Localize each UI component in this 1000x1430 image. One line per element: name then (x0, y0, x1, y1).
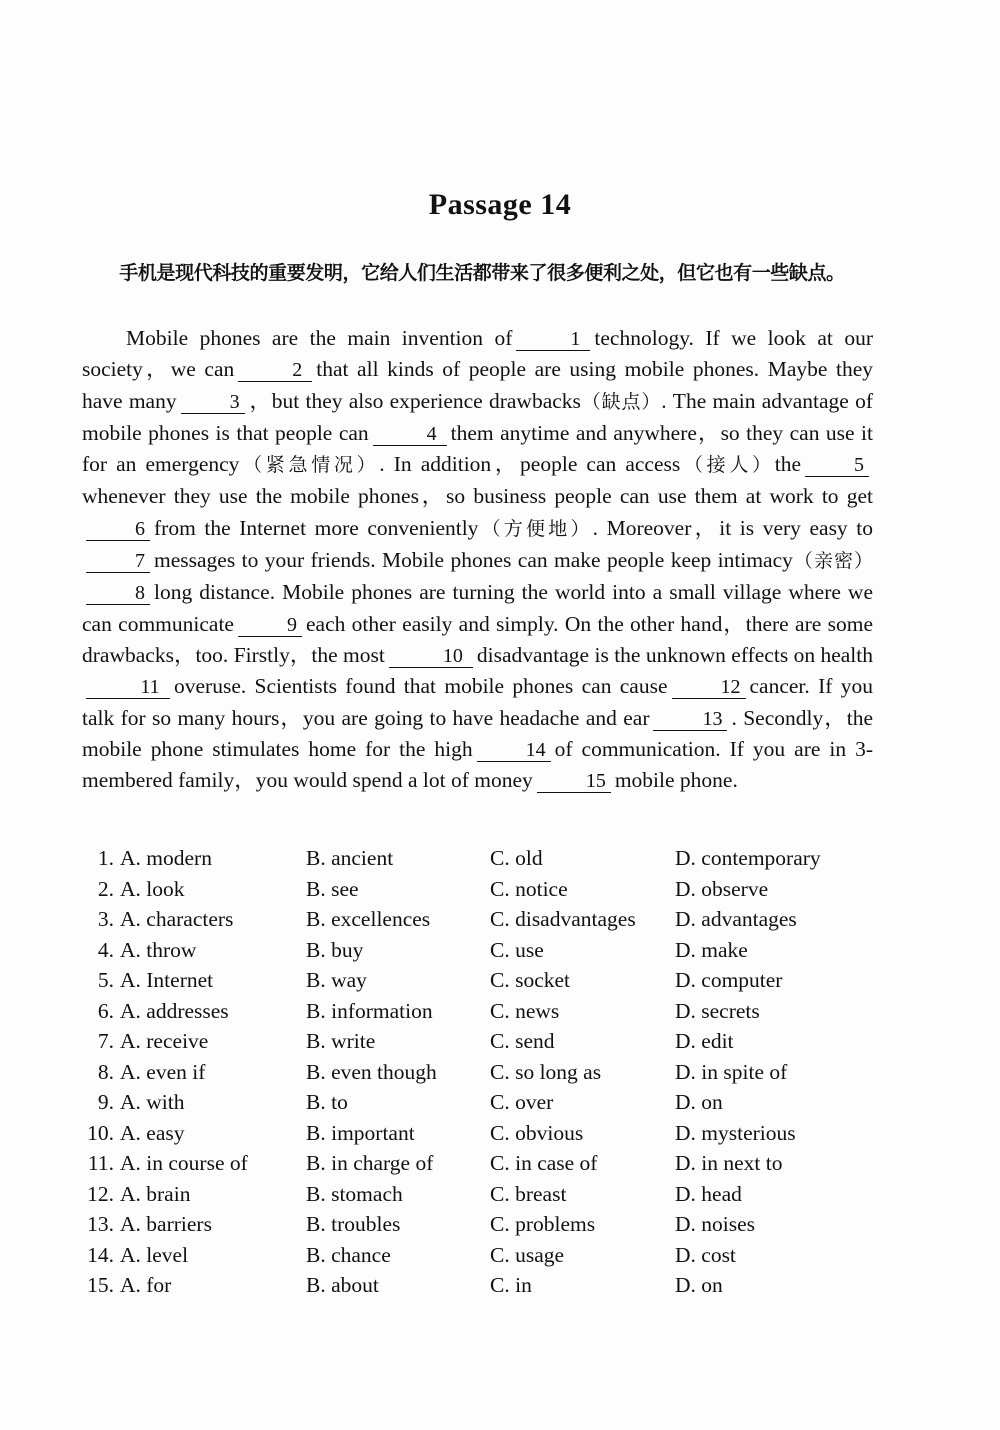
option-choice-d[interactable]: D. observe (675, 876, 769, 901)
gloss-conveniently: （方便地） (478, 517, 593, 540)
blank-6[interactable]: 6 (86, 519, 150, 541)
option-choice-c[interactable]: C. send (490, 1029, 555, 1053)
blank-12[interactable]: 12 (672, 677, 746, 699)
option-row (82, 846, 882, 877)
passage-text: of communication. If you are in 3-membered family，you would spend a lot of money (82, 736, 873, 793)
passage-text: each other easily and simply. On the other hand，there are some drawbacks，too. Firstly，the most (82, 611, 873, 667)
cloze-passage (82, 323, 873, 796)
option-choice-d[interactable]: D. contemporary (675, 846, 821, 870)
option-number: 14. (87, 1242, 114, 1267)
option-choice-b[interactable]: B. important (306, 1120, 415, 1145)
option-number: 8. (97, 1059, 114, 1084)
option-choice-a[interactable]: A. with (120, 1090, 185, 1114)
option-choice-d[interactable]: D. mysterious (675, 1120, 796, 1145)
option-row (82, 1060, 882, 1091)
passage-text: messages to your friends. Mobile phones can make people keep intimacy (154, 548, 793, 573)
option-choice-a[interactable]: A. modern (120, 846, 212, 870)
option-choice-b[interactable]: B. see (306, 876, 359, 901)
option-choice-a[interactable]: A. easy (120, 1120, 185, 1145)
option-number: 9. (97, 1090, 114, 1114)
passage-text: . Secondly，the mobile phone stimulates home for the high (82, 705, 873, 761)
option-choice-c[interactable]: C. use (490, 937, 544, 962)
gloss-intimacy: （亲密） (792, 550, 873, 573)
option-choice-b[interactable]: B. to (306, 1090, 348, 1114)
option-choice-b[interactable]: B. information (306, 998, 433, 1023)
option-choice-b[interactable]: B. ancient (306, 846, 394, 870)
option-choice-a[interactable]: A. throw (120, 937, 197, 962)
option-choice-d[interactable]: D. advantages (675, 907, 797, 931)
option-choice-c[interactable]: C. breast (490, 1181, 567, 1206)
option-number: 10. (87, 1120, 114, 1145)
option-row (82, 999, 882, 1030)
option-number: 3. (97, 907, 114, 931)
option-choice-b[interactable]: B. in charge of (306, 1151, 434, 1175)
passage-text: mobile phone. (614, 768, 738, 793)
option-choice-d[interactable]: D. head (675, 1181, 742, 1206)
option-choice-c[interactable]: C. disadvantages (490, 907, 636, 931)
option-choice-c[interactable]: C. socket (490, 968, 571, 992)
option-number: 4. (97, 937, 114, 962)
option-row (82, 1212, 882, 1243)
passage-text: . Moreover，it is very easy to (592, 515, 873, 540)
passage-text: the (774, 452, 801, 477)
blank-2[interactable]: 2 (238, 360, 312, 382)
option-choice-c[interactable]: C. old (490, 846, 543, 870)
blank-5[interactable]: 5 (805, 455, 869, 477)
option-choice-b[interactable]: B. write (306, 1029, 376, 1053)
passage-text: ，but they also experience drawbacks (248, 388, 581, 413)
answer-options-list (82, 846, 882, 1304)
gloss-drawbacks: （缺点） (580, 390, 662, 413)
option-number: 1. (97, 846, 114, 870)
option-choice-d[interactable]: D. cost (675, 1242, 736, 1267)
passage-text: cancer. If you talk for so many hours，you are going to have headache and ear (82, 674, 873, 730)
option-number: 11. (87, 1151, 114, 1175)
option-choice-c[interactable]: C. in case of (490, 1151, 598, 1175)
option-choice-b[interactable]: B. excellences (306, 907, 431, 931)
option-choice-b[interactable]: B. stomach (306, 1181, 403, 1206)
option-number: 7. (97, 1029, 114, 1053)
blank-13[interactable]: 13 (653, 709, 727, 731)
passage-text: that all kinds of people are using mobile phones. Maybe they have many (82, 357, 873, 413)
option-row (82, 1029, 882, 1060)
option-choice-c[interactable]: C. usage (490, 1242, 565, 1267)
passage-text: them anytime and anywhere，so they can use it for an emergency (82, 420, 873, 477)
option-choice-b[interactable]: B. buy (306, 937, 364, 962)
option-choice-a[interactable]: A. Internet (120, 968, 214, 992)
blank-3[interactable]: 3 (181, 392, 245, 414)
option-choice-a[interactable]: A. for (120, 1273, 172, 1297)
passage-text: disadvantage is the unknown effects on health (476, 642, 873, 667)
option-choice-a[interactable]: A. receive (120, 1029, 209, 1053)
option-choice-a[interactable]: A. look (120, 876, 185, 901)
option-choice-c[interactable]: C. in (490, 1273, 532, 1297)
option-choice-d[interactable]: D. make (675, 937, 748, 962)
gloss-access: （接人） (680, 454, 775, 477)
option-row (82, 938, 882, 969)
option-choice-b[interactable]: B. even though (306, 1059, 437, 1084)
option-number: 15. (87, 1273, 114, 1297)
option-row (82, 968, 882, 999)
blank-10[interactable]: 10 (389, 646, 473, 668)
option-choice-a[interactable]: A. addresses (120, 998, 229, 1023)
option-choice-a[interactable]: A. brain (120, 1181, 191, 1206)
passage-text: . The main advantage of mobile phones is that people can (82, 388, 873, 445)
passage-text: whenever they use the mobile phones，so business people can use them at work to get (82, 484, 873, 509)
option-choice-d[interactable]: D. in spite of (675, 1059, 788, 1084)
option-choice-c[interactable]: C. problems (490, 1212, 596, 1236)
option-number: 13. (87, 1212, 114, 1236)
blank-8[interactable]: 8 (86, 583, 150, 605)
option-choice-b[interactable]: B. way (306, 968, 367, 992)
option-choice-d[interactable]: D. noises (675, 1212, 756, 1236)
option-row (82, 1121, 882, 1152)
chinese-lead-in: 手机是现代科技的重要发明，它给人们生活都带来了很多便利之处，但它也有一些缺点。 (119, 262, 845, 284)
passage-text: overuse. Scientists found that mobile phones can cause (174, 674, 668, 699)
option-choice-d[interactable]: D. in next to (675, 1151, 783, 1175)
option-choice-d[interactable]: D. on (675, 1090, 723, 1114)
option-choice-c[interactable]: C. news (490, 998, 560, 1023)
blank-1[interactable]: 1 (516, 329, 590, 351)
passage-text: Mobile phones are the main invention of (126, 326, 513, 350)
passage-text: long distance. Mobile phones are turning the world into a small village where we can communicate (82, 580, 873, 636)
option-choice-a[interactable]: A. even if (120, 1059, 206, 1084)
option-choice-a[interactable]: A. in course of (120, 1151, 248, 1175)
gloss-emergency: （紧急情况） (239, 454, 380, 477)
option-choice-c[interactable]: C. notice (490, 876, 568, 901)
option-row (82, 1273, 882, 1304)
passage-text: . In addition，people can access (379, 452, 681, 477)
page-title: Passage 14 (428, 188, 572, 221)
passage-paragraph (82, 323, 873, 796)
blank-14[interactable]: 14 (477, 740, 551, 762)
blank-9[interactable]: 9 (238, 615, 302, 637)
option-row (82, 877, 882, 908)
blank-4[interactable]: 4 (373, 424, 447, 446)
option-choice-a[interactable]: A. level (120, 1242, 189, 1267)
option-choice-d[interactable]: D. on (675, 1273, 723, 1297)
option-row (82, 1090, 882, 1121)
option-choice-b[interactable]: B. chance (306, 1242, 391, 1267)
option-number: 6. (97, 998, 114, 1023)
option-choice-b[interactable]: B. about (306, 1273, 379, 1297)
option-choice-d[interactable]: D. edit (675, 1029, 734, 1053)
passage-text: from the Internet more conveniently (154, 515, 479, 540)
option-choice-a[interactable]: A. characters (120, 907, 234, 931)
option-row (82, 1182, 882, 1213)
option-choice-b[interactable]: B. troubles (306, 1212, 401, 1236)
option-choice-c[interactable]: C. so long as (490, 1059, 602, 1084)
blank-7[interactable]: 7 (86, 551, 150, 573)
passage-text: technology. If we look at our society，we can (82, 326, 873, 382)
option-number: 12. (87, 1181, 114, 1206)
blank-11[interactable]: 11 (86, 677, 170, 699)
option-choice-c[interactable]: C. over (490, 1090, 554, 1114)
option-choice-d[interactable]: D. computer (675, 968, 783, 992)
option-number: 5. (97, 968, 114, 992)
option-row (82, 907, 882, 938)
option-row (82, 1151, 882, 1182)
option-choice-d[interactable]: D. secrets (675, 998, 760, 1023)
option-choice-c[interactable]: C. obvious (490, 1120, 584, 1145)
option-number: 2. (97, 876, 114, 901)
blank-15[interactable]: 15 (537, 771, 611, 793)
option-choice-a[interactable]: A. barriers (120, 1212, 212, 1236)
option-row (82, 1243, 882, 1274)
